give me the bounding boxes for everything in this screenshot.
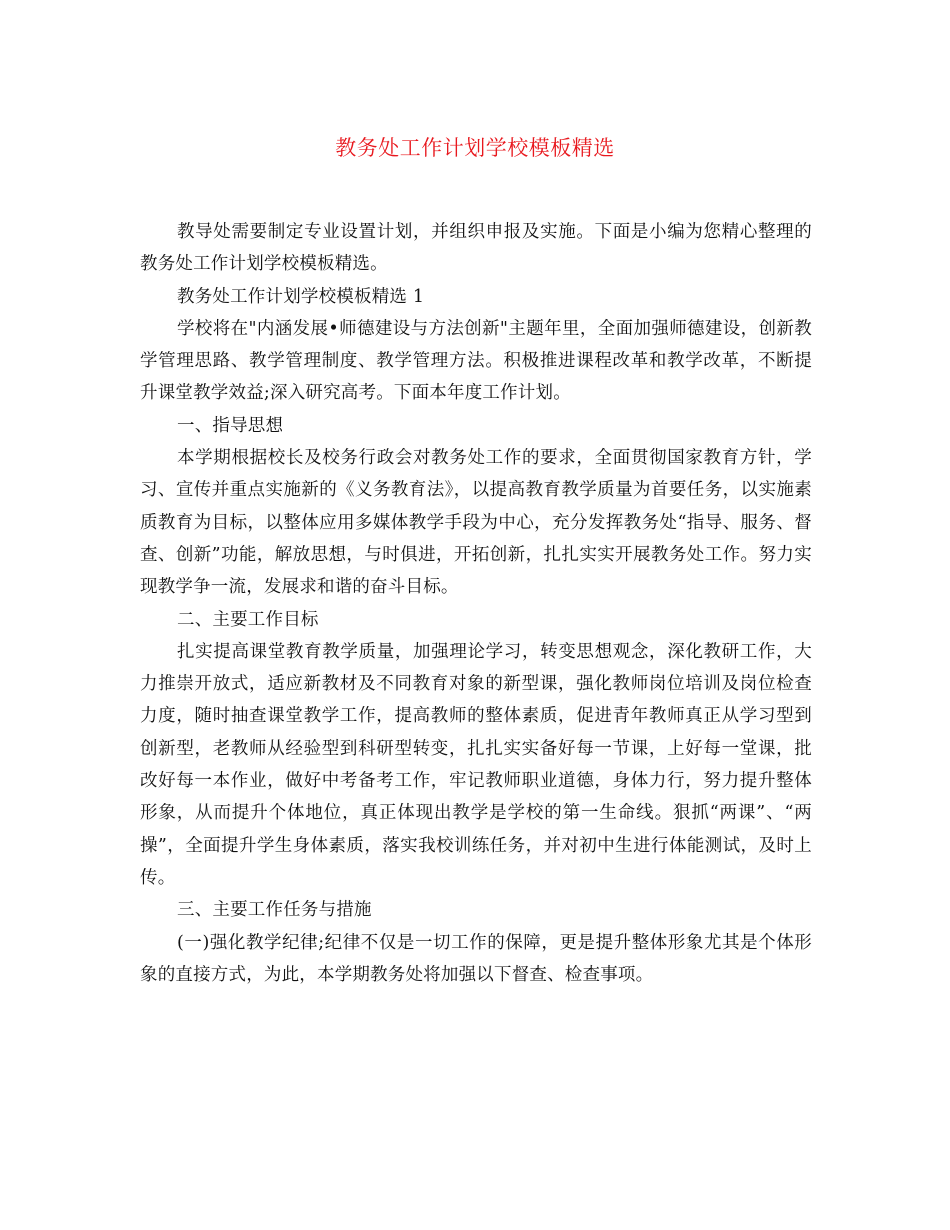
section-heading-guiding-ideology: 一、指导思想 xyxy=(177,415,284,436)
document-body xyxy=(140,216,812,991)
main-goals-paragraph: 扎实提高课堂教育教学质量，加强理论学习，转变思想观念，深化教研工作，大力推崇开放式，适应新教材及不同教育对象的新型课，强化教师岗位培训及岗位检查力度，随时抽查课堂教学工作，提高教师的整体素质，促进青年教师真正从学习型到创新型，老教师从经验型到科研型转变，扎扎实实备好每一节课，上好每一堂课，批改好每一本作业，做好中考备考工作，牢记教师职业道德，身体力行，努力提升整体形象，从而提升个体地位，真正体现出教学是学校的第一生命线。狠抓“两课”、“两操”，全面提升学生身体素质，落实我校训练任务，并对初中生进行体能测试，及时上传。 xyxy=(140,641,812,888)
overview-paragraph: 学校将在"内涵发展•师德建设与方法创新"主题年里，全面加强师德建设，创新教学管理思路、教学管理制度、教学管理方法。积极推进课程改革和教学改革，不断提升课堂教学效益;深入研究高考。下面本年度工作计划。 xyxy=(140,318,812,404)
section-heading-template-1: 教务处工作计划学校模板精选 1 xyxy=(177,286,425,307)
document-title: 教务处工作计划学校模板精选 xyxy=(335,136,615,160)
guiding-ideology-paragraph: 本学期根据校长及校务行政会对教务处工作的要求，全面贯彻国家教育方针，学习、宣传并重点实施新的《义务教育法》，以提高教育教学质量为首要任务，以实施素质教育为目标，以整体应用多媒体教学手段为中心，充分发挥教务处“指导、服务、督查、创新”功能，解放思想，与时俱进，开拓创新，扎扎实实开展教务处工作。努力实现教学争一流，发展求和谐的奋斗目标。 xyxy=(140,448,812,598)
teaching-discipline-paragraph: (一)强化教学纪律;纪律不仅是一切工作的保障，更是提升整体形象尤其是个体形象的直接方式，为此，本学期教务处将加强以下督查、检查事项。 xyxy=(140,932,812,985)
section-heading-tasks-measures: 三、主要工作任务与措施 xyxy=(177,900,372,921)
section-heading-main-goals: 二、主要工作目标 xyxy=(177,609,319,630)
intro-paragraph: 教导处需要制定专业设置计划，并组织申报及实施。下面是小编为您精心整理的教务处工作计划学校模板精选。 xyxy=(140,222,812,275)
